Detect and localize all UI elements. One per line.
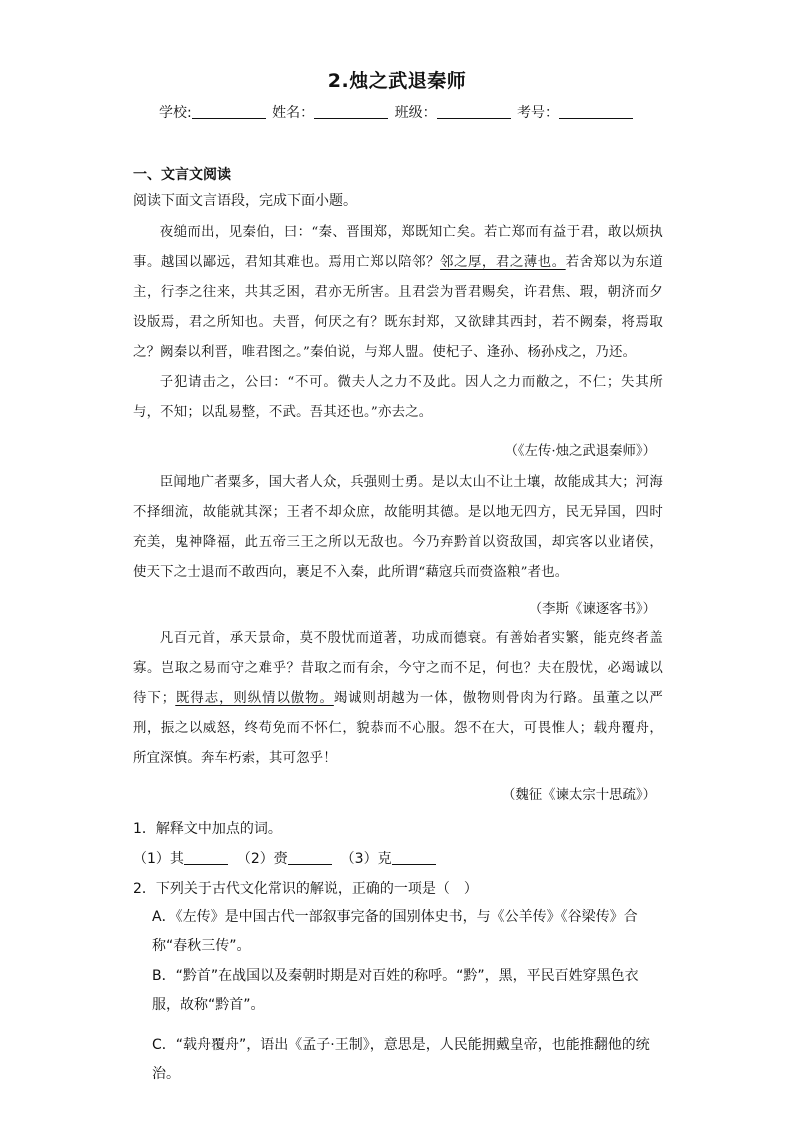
question-2: 2．下列关于古代文化常识的解说，正确的一项是（ ） xyxy=(133,881,478,897)
passage-3-paragraph xyxy=(133,624,663,774)
exam-number-blank[interactable] xyxy=(559,104,633,119)
passage-2-source: （李斯《谏逐客书》） xyxy=(528,602,656,617)
blank-1-label: （1）其 xyxy=(133,851,184,867)
passage-text: 凡百元首，承天景命，莫不殷忧而道著，功成而德衰。有善始者实繁，能克终者盖寡。岂取之易而守之难乎？昔取之而有余，今守之而不足，何也？夫在殷忧，必竭诚以待下； xyxy=(133,631,663,706)
passage-2 xyxy=(133,468,663,588)
school-blank[interactable] xyxy=(192,104,266,119)
option-b[interactable]: B．“黔首”在战国以及秦朝时期是对百姓的称呼。“黔”，黑，平民百姓穿黑色衣服，故称“黔首”。 xyxy=(152,968,639,1013)
passage-1-paragraph: 子犯请击之，公曰：“不可。微夫人之力不及此。因人之力而敝之，不仁；失其所与，不知；以乱易整，不武。吾其还也。”亦去之。 xyxy=(133,375,663,420)
underlined-sentence: 既得志，则纵情以傲物。 xyxy=(175,691,334,706)
name-label: 姓名： xyxy=(272,105,315,121)
blank-2-label: （2）赍 xyxy=(236,851,288,867)
passage-1-paragraph xyxy=(133,218,663,368)
passage-1-source: （《左传·烛之武退秦师》） xyxy=(504,444,656,459)
question-1-blanks xyxy=(133,848,436,868)
exam-number-label: 考号： xyxy=(517,105,560,121)
question-1: 1．解释文中加点的词。 xyxy=(133,821,282,837)
student-info-line xyxy=(0,102,794,122)
blank-3[interactable] xyxy=(392,850,436,865)
blank-1[interactable] xyxy=(184,850,228,865)
name-blank[interactable] xyxy=(314,104,388,119)
passage-1 xyxy=(133,218,663,428)
passage-text: 若舍郑以为东道主，行李之往来，共其乏困，君亦无所害。且君尝为晋君赐矣，许君焦、瑕，朝济而夕设版焉，君之所知也。夫晋，何厌之有？既东封郑，又欲肆其西封，若不阙秦，将焉取之？阙秦以利晋，唯君图之。”秦伯说，与郑人盟。使杞子、逢孙、杨孙戍之，乃还。 xyxy=(133,255,663,360)
instruction: 阅读下面文言语段，完成下面小题。 xyxy=(133,193,357,209)
option-c[interactable]: C．“载舟覆舟”，语出《孟子·王制》，意思是，人民能拥戴皇帝，也能推翻他的统治。 xyxy=(152,1037,650,1082)
section-title: 一、文言文阅读 xyxy=(133,167,231,183)
page-title: 2.烛之武退秦师 xyxy=(327,70,467,92)
passage-2-paragraph: 臣闻地广者粟多，国大者人众，兵强则士勇。是以太山不让土壤，故能成其大；河海不择细流，故能就其深；王者不却众庶，故能明其德。是以地无四方，民无异国，四时充美，鬼神降福，此五帝三王之所以无敌也。今乃弃黔首以资敌国，却宾客以业诸侯，使天下之士退而不敢西向，裹足不入秦，此所谓“藉寇兵而赍盗粮”者也。 xyxy=(133,475,663,580)
option-a[interactable]: A．《左传》是中国古代一部叙事完备的国别体史书，与《公羊传》《谷梁传》合称“春秋三传”。 xyxy=(152,909,638,954)
underlined-sentence: 邻之厚，君之薄也。 xyxy=(440,255,566,270)
class-label: 班级： xyxy=(394,105,437,121)
passage-text: 夜缒而出，见秦伯，曰：“秦、晋围郑，郑既知亡矣。若亡郑而有益于君，敢以烦执事。越国以鄙远，君知其难也。焉用亡郑以陪邻？ xyxy=(133,225,663,270)
passage-text: 竭诚则胡越为一体，傲物则骨肉为行路。虽董之以严刑，振之以威怒，终苟免而不怀仁，貌恭而不心服。怨不在大，可畏惟人；载舟覆舟，所宜深慎。奔车朽索，其可忽乎！ xyxy=(133,691,663,766)
class-blank[interactable] xyxy=(437,104,511,119)
passage-3-source: （魏征《谏太宗十思疏》） xyxy=(502,788,656,803)
blank-3-label: （3）克 xyxy=(340,851,392,867)
passage-3 xyxy=(133,624,663,774)
blank-2[interactable] xyxy=(288,850,332,865)
school-label: 学校: xyxy=(158,105,192,121)
